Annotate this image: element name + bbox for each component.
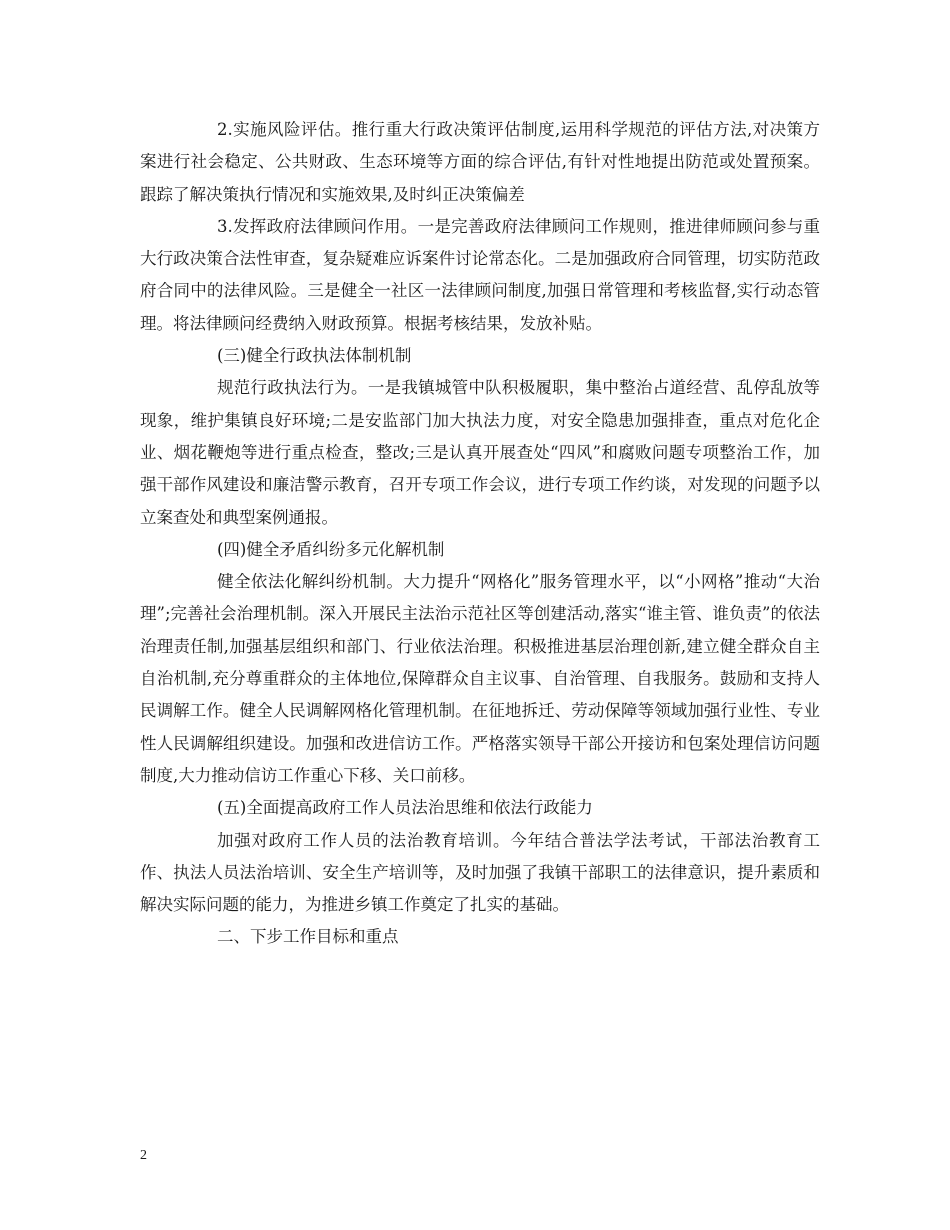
heading-dispute-resolution: (四)健全矛盾纠纷多元化解机制: [217, 539, 445, 559]
document-body: [140, 114, 820, 954]
heading-next-steps: 二、下步工作目标和重点: [217, 927, 399, 947]
heading-law-enforcement: (三)健全行政执法体制机制: [217, 346, 412, 366]
page-number: 2: [140, 1148, 147, 1163]
heading-rule-of-law-capacity: (五)全面提高政府工作人员法治思维和依法行政能力: [217, 798, 593, 818]
paragraph-dispute-resolution: 健全依法化解纠纷机制。大力提升“网格化”服务管理水平，以“小网格”推动“大治理”;完善社会治理机制。深入开展民主法治示范社区等创建活动,落实“谁主管、谁负责”的依法治理责任制,加强基层组织和部门、行业依法治理。积极推进基层治理创新,建立健全群众自主自治机制,充分尊重群众的主体地位,保障群众自主议事、自治管理、自我服务。鼓励和支持人民调解工作。健全人民调解网格化管理机制。在征地拆迁、劳动保障等领域加强行业性、专业性人民调解组织建设。加强和改进信访工作。严格落实领导干部公开接访和包案处理信访问题制度,大力推动信访工作重心下移、关口前移。: [140, 572, 820, 785]
paragraph-legal-advisor: 3.发挥政府法律顾问作用。一是完善政府法律顾问工作规则，推进律师顾问参与重大行政决策合法性审查，复杂疑难应诉案件讨论常态化。二是加强政府合同管理，切实防范政府合同中的法律风险。三是健全一社区一法律顾问制度,加强日常管理和考核监督,实行动态管理。将法律顾问经费纳入财政预算。根据考核结果，发放补贴。: [140, 216, 820, 333]
paragraph-law-enforcement: 规范行政执法行为。一是我镇城管中队积极履职，集中整治占道经营、乱停乱放等现象，维护集镇良好环境;二是安监部门加大执法力度，对安全隐患加强排查，重点对危化企业、烟花鞭炮等进行重点检查，整改;三是认真开展查处“四风”和腐败问题专项整治工作，加强干部作风建设和廉洁警示教育，召开专项工作会议，进行专项工作约谈，对发现的问题予以立案查处和典型案例通报。: [140, 378, 820, 527]
paragraph-risk-assessment: 2.实施风险评估。推行重大行政决策评估制度,运用科学规范的评估方法,对决策方案进行社会稳定、公共财政、生态环境等方面的综合评估,有针对性地提出防范或处置预案。跟踪了解决策执行情况和实施效果,及时纠正决策偏差: [140, 120, 820, 204]
paragraph-rule-of-law-training: 加强对政府工作人员的法治教育培训。今年结合普法学法考试，干部法治教育工作、执法人员法治培训、安全生产培训等，及时加强了我镇干部职工的法律意识，提升素质和解决实际问题的能力，为推进乡镇工作奠定了扎实的基础。: [140, 830, 820, 915]
